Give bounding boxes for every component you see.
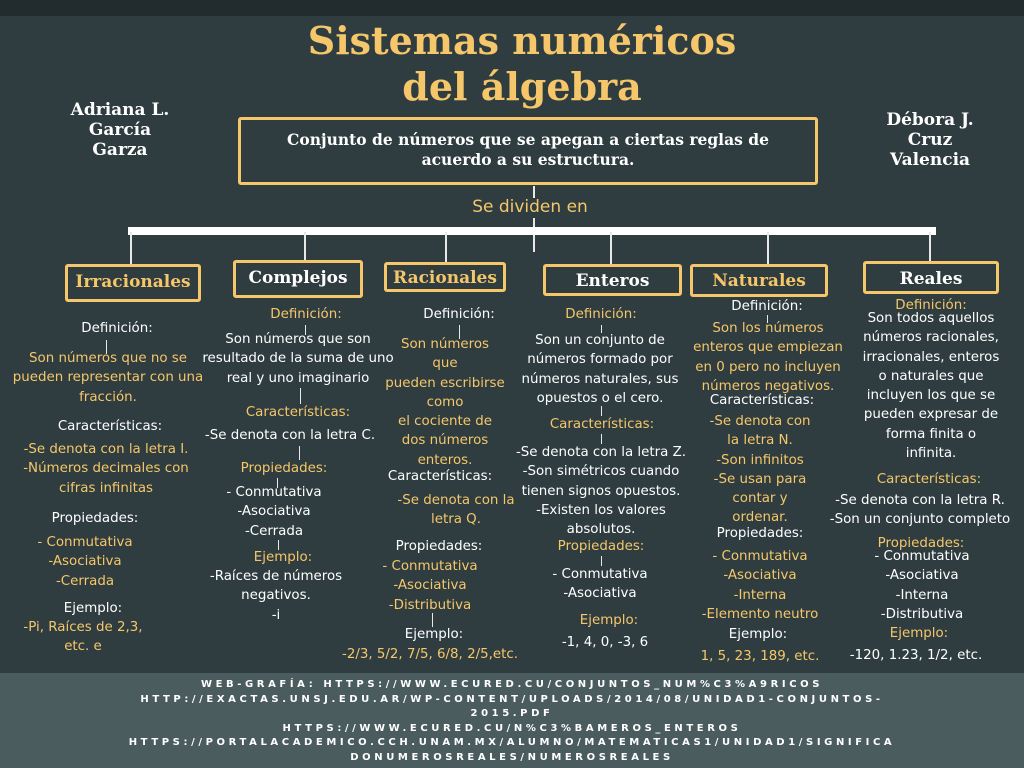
category-naturales: Naturales [690, 264, 828, 297]
irracionales-ex-label: Ejemplo: [63, 601, 123, 616]
racionales-ex-label: Ejemplo: [404, 627, 464, 642]
complejos-ex-text: -Raíces de números negativos. -i [209, 569, 343, 623]
racionales-prop-text: - Conmutativa -Asociativa -Distributiva [382, 559, 478, 613]
irracionales-char-label: Características: [57, 419, 163, 434]
naturales-ex-text: 1, 5, 23, 189, etc. [700, 649, 820, 664]
enteros-prop-text: - Conmutativa -Asociativa [552, 567, 648, 602]
complejos-prop-text: - Conmutativa -Asociativa -Cerrada [226, 485, 322, 539]
naturales-ex-label: Ejemplo: [728, 627, 788, 642]
complejos-def-text: Son números que son resultado de la suma de uno real y uno imaginario [202, 332, 394, 386]
reales-char-label: Características: [876, 472, 982, 487]
connector-line [533, 218, 535, 252]
complejos-prop-label: Propiedades: [240, 461, 328, 476]
enteros-def-text: Son un conjunto de números formado por números naturales, sus opuestos o el cero. [521, 333, 679, 406]
enteros-char-label: Características: [549, 417, 655, 432]
complejos-char-label: Características: [245, 405, 351, 420]
naturales-char-label: Características: [709, 393, 815, 408]
reales-ex-label: Ejemplo: [889, 626, 949, 641]
webgrafia: WEB-GRAFÍA: HTTPS://WWW.ECURED.CU/CONJUNTOS_NUM%C3%A9RICOS HTTP://EXACTAS.UNSJ.EDU.AR/WP-CONTENT/UPLOADS/2014/08/UNIDAD1-CONJUNTOS- 2015.PDF HTTPS://WWW.ECURED.CU/N%C3%BAMEROS_ENTEROS HTTPS://PORTALACADEMICO.CCH.UNAM.MX/ALUMNO/MATEMATICAS1/UNIDAD1/SIGNIFICA DONUMEROSREALES/NUMEROSREALES [128, 679, 896, 763]
connector-line [300, 388, 301, 404]
irracionales-prop-label: Propiedades: [51, 511, 139, 526]
complejos-ex-label: Ejemplo: [253, 550, 313, 565]
reales-def-label: Definición: [895, 298, 967, 313]
racionales-prop-label: Propiedades: [395, 539, 483, 554]
category-racionales: Racionales [384, 262, 506, 292]
irracionales-def-text: Son números que no se pueden representar con una fracción. [12, 351, 204, 405]
definition-box: Conjunto de números que se apegan a ciertas reglas de acuerdo a su estructura. [238, 117, 818, 185]
branch-line [304, 232, 306, 260]
branch-line [610, 232, 612, 264]
branch-bar [128, 227, 936, 235]
racionales-char-text: -Se denota con la letra Q. [397, 493, 515, 528]
category-enteros: Enteros [543, 264, 682, 296]
reales-ex-text: -120, 1.23, 1/2, etc. [849, 648, 983, 663]
irracionales-def-label: Definición: [81, 321, 153, 336]
irracionales-prop-text: - Conmutativa -Asociativa -Cerrada [37, 535, 133, 589]
enteros-char-text: -Se denota con la letra Z. -Son simétricos cuando tienen signos opuestos. -Existen los valores absolutos. [515, 445, 687, 538]
naturales-prop-text: - Conmutativa -Asociativa -Interna -Elemento neutro [701, 549, 819, 622]
enteros-def-label: Definición: [565, 307, 637, 322]
naturales-def-label: Definición: [731, 299, 803, 314]
reales-char-text: -Se denota con la letra R. -Son un conjunto completo [829, 493, 1011, 528]
enteros-ex-text: -1, 4, 0, -3, 6 [561, 635, 649, 650]
reales-prop-text: - Conmutativa -Asociativa -Interna -Distributiva [874, 549, 970, 622]
branch-line [445, 232, 447, 262]
reales-def-text: Son todos aquellos números racionales, irracionales, enteros o naturales que incluyen los que se pueden expresar de forma finita o infinita. [862, 311, 1000, 462]
complejos-def-label: Definición: [270, 307, 342, 322]
naturales-char-text: -Se denota con la letra N. -Son infinitos -Se usan para contar y ordenar. [709, 414, 811, 526]
enteros-ex-label: Ejemplo: [579, 613, 639, 628]
racionales-def-text: Son números que pueden escribirse como el cociente de dos números enteros. [385, 337, 505, 468]
connector-label: Se dividen en [472, 197, 588, 217]
naturales-def-text: Son los números enteros que empiezan en 0 pero no incluyen números negativos. [693, 321, 843, 394]
enteros-prop-label: Propiedades: [557, 539, 645, 554]
racionales-char-label: Características: [387, 469, 493, 484]
racionales-def-label: Definición: [423, 307, 495, 322]
branch-line [767, 232, 769, 264]
branch-line [929, 232, 931, 262]
top-bar [0, 0, 1024, 16]
author-right: Débora J. Cruz Valencia [886, 110, 974, 170]
irracionales-char-text: -Se denota con la letra I. -Números decimales con cifras infinitas [23, 442, 189, 496]
page-title: Sistemas numéricos del álgebra [307, 18, 737, 109]
category-complejos: Complejos [233, 260, 363, 298]
connector-line [299, 446, 300, 460]
category-reales: Reales [863, 261, 999, 294]
reales-prop-label: Propiedades: [877, 536, 965, 551]
category-irracionales: Irracionales [65, 264, 201, 302]
author-left: Adriana L. García Garza [70, 100, 170, 160]
complejos-char-text: -Se denota con la letra C. [204, 428, 376, 443]
racionales-ex-text: -2/3, 5/2, 7/5, 6/8, 2/5,etc. [341, 647, 518, 662]
branch-line [130, 232, 132, 264]
naturales-prop-label: Propiedades: [716, 526, 804, 541]
irracionales-ex-text: -Pi, Raíces de 2,3, etc. e [23, 620, 143, 655]
